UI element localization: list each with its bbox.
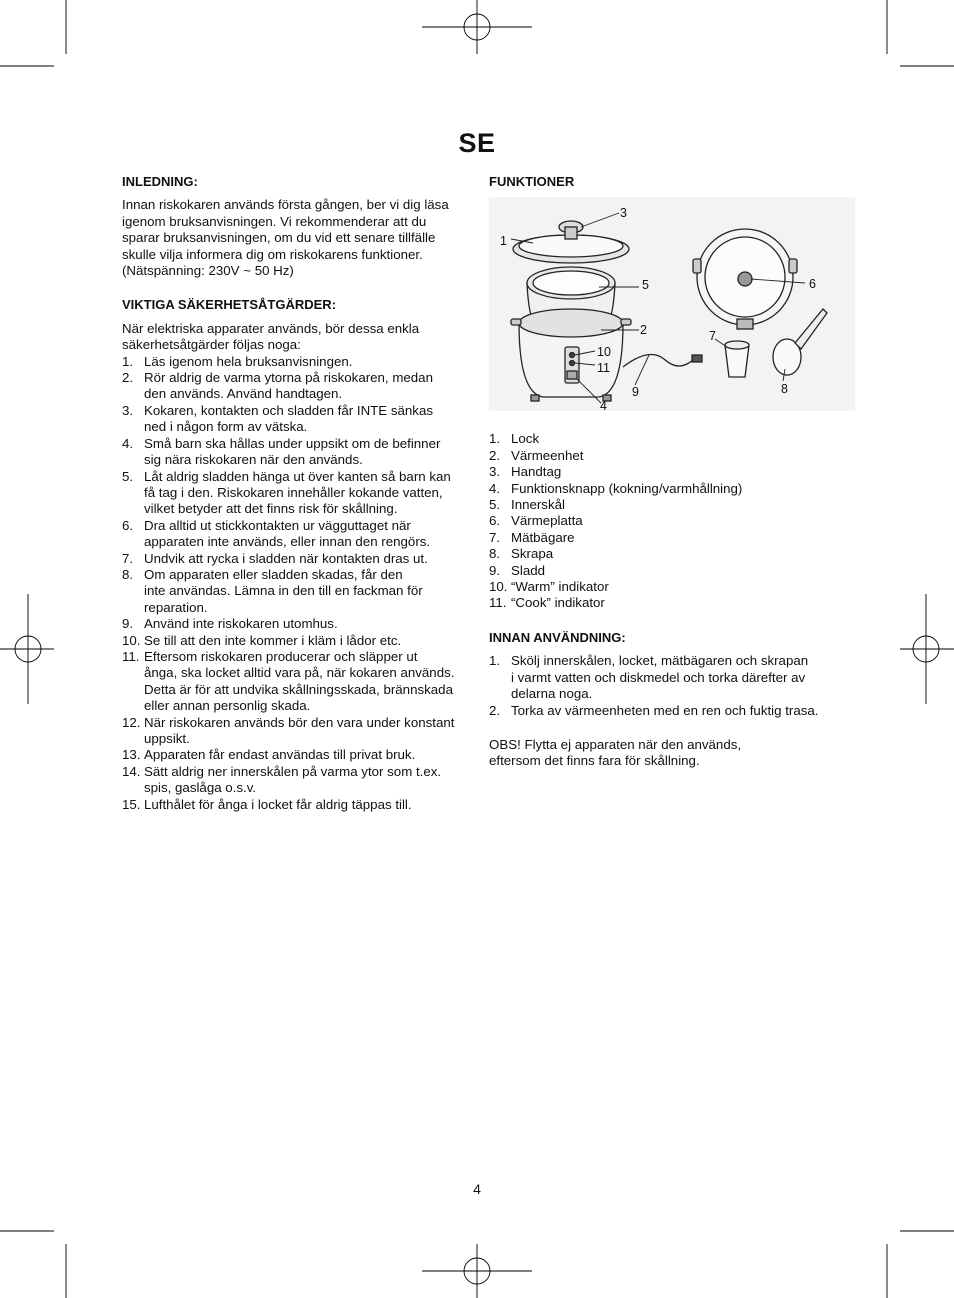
- item-number: 4.: [122, 435, 134, 451]
- intro-line: skulle vilja informera dig om riskokarens funktioner.: [122, 246, 423, 262]
- before-use-list: [489, 653, 839, 719]
- item-text: Kokaren, kontakten och sladden får INTE sänkas: [144, 402, 433, 418]
- item-text: Låt aldrig sladden hänga ut över kanten så barn kan: [144, 468, 451, 484]
- safety-heading: VIKTIGA SÄKERHETSÅTGÄRDER:: [122, 297, 337, 313]
- item-text: Sladd: [511, 562, 546, 578]
- list-item: [122, 747, 472, 763]
- list-item: [489, 563, 839, 579]
- item-text: Rör aldrig de varma ytorna på riskokaren, medan: [144, 370, 433, 386]
- item-number: 3.: [489, 464, 501, 480]
- item-text: Apparaten får endast användas till privat bruk.: [144, 747, 416, 763]
- item-text: reparation.: [144, 599, 208, 615]
- item-number: 14.: [122, 763, 141, 779]
- safety-list: [122, 354, 472, 813]
- callout-11: 11: [597, 361, 610, 376]
- item-number: 4.: [489, 480, 501, 496]
- callout-6: 6: [809, 277, 816, 292]
- item-text: Skrapa: [511, 546, 554, 562]
- rice-cooker-figure: [489, 197, 855, 411]
- item-number: 7.: [122, 550, 134, 566]
- item-number: 1.: [489, 431, 501, 447]
- item-number: 15.: [122, 796, 141, 812]
- note-line: OBS! Flytta ej apparaten när den används,: [489, 736, 742, 752]
- item-text: Värmeenhet: [511, 447, 584, 463]
- item-text: Dra alltid ut stickkontakten ur vägguttaget när: [144, 517, 411, 533]
- item-text: ånga, ska locket alltid vara på, när kokaren används.: [144, 665, 455, 681]
- warning-note: [489, 737, 839, 770]
- callout-3: 3: [620, 206, 627, 221]
- list-item: [489, 595, 839, 611]
- list-item: [122, 518, 472, 551]
- item-number: 11.: [122, 648, 140, 664]
- callout-9: 9: [632, 385, 639, 400]
- item-text: “Cook” indikator: [511, 595, 605, 611]
- rice-cooker-illustration: [489, 197, 855, 411]
- right-column: [489, 174, 839, 770]
- item-text: Använd inte riskokaren utomhus.: [144, 616, 338, 632]
- list-item: [122, 797, 472, 813]
- item-text: Om apparaten eller sladden skadas, får den: [144, 566, 403, 582]
- item-number: 10.: [122, 632, 141, 648]
- list-item: [122, 633, 472, 649]
- intro-paragraph: [122, 197, 472, 279]
- item-number: 8.: [489, 546, 501, 562]
- intro-line: igenom bruksanvisningen. Vi rekommenderar att du: [122, 213, 427, 229]
- list-item: [122, 354, 472, 370]
- page-number: 4: [473, 1181, 481, 1197]
- item-text: Lufthålet för ånga i locket får aldrig täppas till.: [144, 796, 412, 812]
- callout-2: 2: [640, 323, 647, 338]
- list-item: [489, 464, 839, 480]
- item-number: 10.: [489, 579, 508, 595]
- list-item: [489, 431, 839, 447]
- item-number: 6.: [122, 517, 134, 533]
- item-text: i varmt vatten och diskmedel och torka därefter av: [511, 669, 806, 685]
- item-number: 12.: [122, 714, 141, 730]
- list-item: [122, 551, 472, 567]
- item-number: 8.: [122, 566, 134, 582]
- list-item: [122, 370, 472, 403]
- list-item: [489, 513, 839, 529]
- page-title: SE: [458, 128, 496, 158]
- item-text: Torka av värmeenheten med en ren och fuktig trasa.: [511, 702, 819, 718]
- item-number: 2.: [122, 370, 134, 386]
- item-text: eller annan personlig skada.: [144, 698, 311, 714]
- list-item: [489, 448, 839, 464]
- item-number: 11.: [489, 595, 507, 611]
- callout-1: 1: [500, 234, 507, 249]
- safety-intro: [122, 321, 472, 354]
- item-text: Små barn ska hållas under uppsikt om de befinner: [144, 435, 441, 451]
- list-item: [489, 579, 839, 595]
- left-column: [122, 174, 472, 813]
- item-number: 3.: [122, 402, 134, 418]
- item-text: Eftersom riskokaren producerar och släpper ut: [144, 648, 418, 664]
- item-text: När riskokaren används bör den vara under konstant: [144, 714, 455, 730]
- item-text: Detta är för att undvika skållningsskada, brännskada: [144, 681, 453, 697]
- list-item: [489, 497, 839, 513]
- list-item: [489, 703, 839, 719]
- item-number: 5.: [122, 468, 134, 484]
- item-text: få tag i den. Riskokaren innehåller kokande vatten,: [144, 484, 443, 500]
- safety-intro-line: säkerhetsåtgärder följas noga:: [122, 337, 301, 353]
- item-number: 1.: [489, 653, 501, 669]
- item-text: apparaten inte används, eller innan den rengörs.: [144, 534, 431, 550]
- item-text: Funktionsknapp (kokning/varmhållning): [511, 480, 743, 496]
- list-item: [122, 469, 472, 518]
- item-text: Innerskål: [511, 497, 565, 513]
- list-item: [489, 546, 839, 562]
- list-item: [489, 530, 839, 546]
- item-number: 1.: [122, 353, 134, 369]
- callout-10: 10: [597, 345, 611, 360]
- list-item: [122, 764, 472, 797]
- item-text: vilket betyder att det finns risk för skållning.: [144, 501, 398, 517]
- item-text: spis, gaslåga o.s.v.: [144, 780, 257, 796]
- list-item: [122, 616, 472, 632]
- list-item: [122, 715, 472, 748]
- list-item: [122, 649, 472, 715]
- item-number: 2.: [489, 702, 501, 718]
- item-number: 2.: [489, 447, 501, 463]
- item-text: uppsikt.: [144, 731, 190, 746]
- item-number: 9.: [489, 562, 501, 578]
- list-item: [489, 653, 839, 702]
- callout-7: 7: [709, 329, 716, 344]
- intro-line: Innan riskokaren används första gången, ber vi dig läsa: [122, 197, 449, 213]
- item-text: delarna noga.: [511, 686, 593, 702]
- list-item: [122, 436, 472, 469]
- intro-heading: INLEDNING:: [122, 174, 198, 189]
- item-text: Sätt aldrig ner innerskålen på varma ytor som t.ex.: [144, 763, 442, 779]
- item-text: Värmeplatta: [511, 513, 583, 529]
- list-item: [122, 567, 472, 616]
- item-text: sig nära riskokaren när den används.: [144, 452, 363, 468]
- item-text: inte användas. Lämna in den till en fackman för: [144, 583, 423, 599]
- item-text: Läs igenom hela bruksanvisningen.: [144, 353, 353, 369]
- item-number: 7.: [489, 529, 501, 545]
- note-line: eftersom det finns fara för skållning.: [489, 753, 700, 769]
- list-item: [489, 481, 839, 497]
- item-text: Se till att den inte kommer i kläm i lådor etc.: [144, 632, 402, 648]
- item-number: 13.: [122, 747, 141, 763]
- item-text: Lock: [511, 431, 540, 447]
- item-text: Skölj innerskålen, locket, mätbägaren och skrapan: [511, 653, 809, 669]
- item-text: Handtag: [511, 464, 562, 480]
- intro-line: (Nätspänning: 230V ~ 50 Hz): [122, 263, 294, 279]
- intro-line: sparar bruksanvisningen, om du vid ett senare tillfälle: [122, 230, 436, 246]
- item-text: den används. Använd handtagen.: [144, 386, 343, 402]
- safety-intro-line: När elektriska apparater används, bör dessa enkla: [122, 320, 420, 336]
- functions-heading: FUNKTIONER: [489, 174, 575, 189]
- item-text: Undvik att rycka i sladden när kontakten dras ut.: [144, 550, 428, 566]
- callout-8: 8: [781, 382, 788, 397]
- callout-5: 5: [642, 278, 649, 293]
- item-text: Mätbägare: [511, 529, 575, 545]
- before-use-heading: INNAN ANVÄNDNING:: [489, 629, 626, 645]
- callout-4: 4: [600, 399, 607, 412]
- list-item: [122, 403, 472, 436]
- item-text: ned i någon form av vätska.: [144, 419, 308, 435]
- parts-list: [489, 431, 839, 611]
- item-number: 6.: [489, 513, 501, 529]
- item-number: 9.: [122, 616, 134, 632]
- item-text: “Warm” indikator: [511, 579, 609, 595]
- item-number: 5.: [489, 497, 501, 513]
